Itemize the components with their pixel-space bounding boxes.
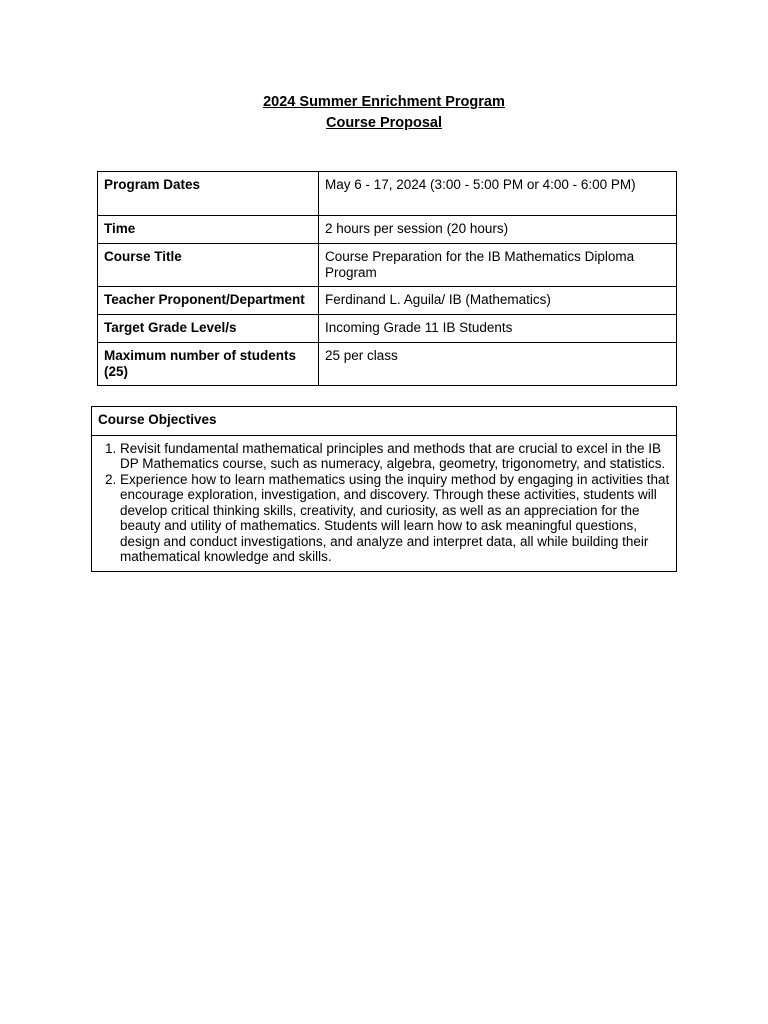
table-row: [98, 216, 677, 244]
list-item: 2. Experience how to learn mathematics using the inquiry method by engaging in activities that encourage exploration, investigation, and discovery. Through these activities, students will develop critical thinking skills, creativity, and curiosity, as well as an appreciation for the beauty and utility of mathematics. Students will learn how to ask meaningful questions, design and conduct investigations, and analyze and interpret data, all while building their mathematical knowledge and skills.: [120, 472, 670, 565]
target-grade-value: Incoming Grade 11 IB Students: [319, 315, 677, 343]
title-line-2: Course Proposal: [325, 115, 443, 131]
title-line-1: 2024 Summer Enrichment Program: [263, 94, 505, 110]
table-row: [92, 435, 677, 571]
course-objectives-heading: Course Objectives: [92, 407, 677, 436]
table-row: [98, 287, 677, 315]
program-dates-value: May 6 - 17, 2024 (3:00 - 5:00 PM or 4:00 - 6:00 PM): [319, 172, 677, 216]
table-row: [98, 343, 677, 386]
max-students-value: 25 per class: [319, 343, 677, 386]
max-students-label: Maximum number of students (25): [98, 343, 319, 386]
time-value: 2 hours per session (20 hours): [319, 216, 677, 244]
table-row: [98, 172, 677, 216]
program-info-table: [97, 171, 677, 386]
course-title-value: Course Preparation for the IB Mathematics Diploma Program: [319, 244, 677, 287]
table-row: [98, 244, 677, 287]
list-item: 1. Revisit fundamental mathematical principles and methods that are crucial to excel in the IB DP Mathematics course, such as numeracy, algebra, geometry, trigonometry, and statistics.: [120, 441, 670, 472]
objectives-list: [98, 441, 670, 565]
course-objectives-table: [91, 406, 677, 572]
program-dates-label: Program Dates: [98, 172, 319, 216]
target-grade-label: Target Grade Level/s: [98, 315, 319, 343]
table-row: [98, 315, 677, 343]
course-title-label: Course Title: [98, 244, 319, 287]
table-row: [92, 407, 677, 436]
course-objectives-body: [92, 435, 677, 571]
document-title: [0, 92, 768, 134]
teacher-proponent-label: Teacher Proponent/Department: [98, 287, 319, 315]
teacher-proponent-value: Ferdinand L. Aguila/ IB (Mathematics): [319, 287, 677, 315]
time-label: Time: [98, 216, 319, 244]
